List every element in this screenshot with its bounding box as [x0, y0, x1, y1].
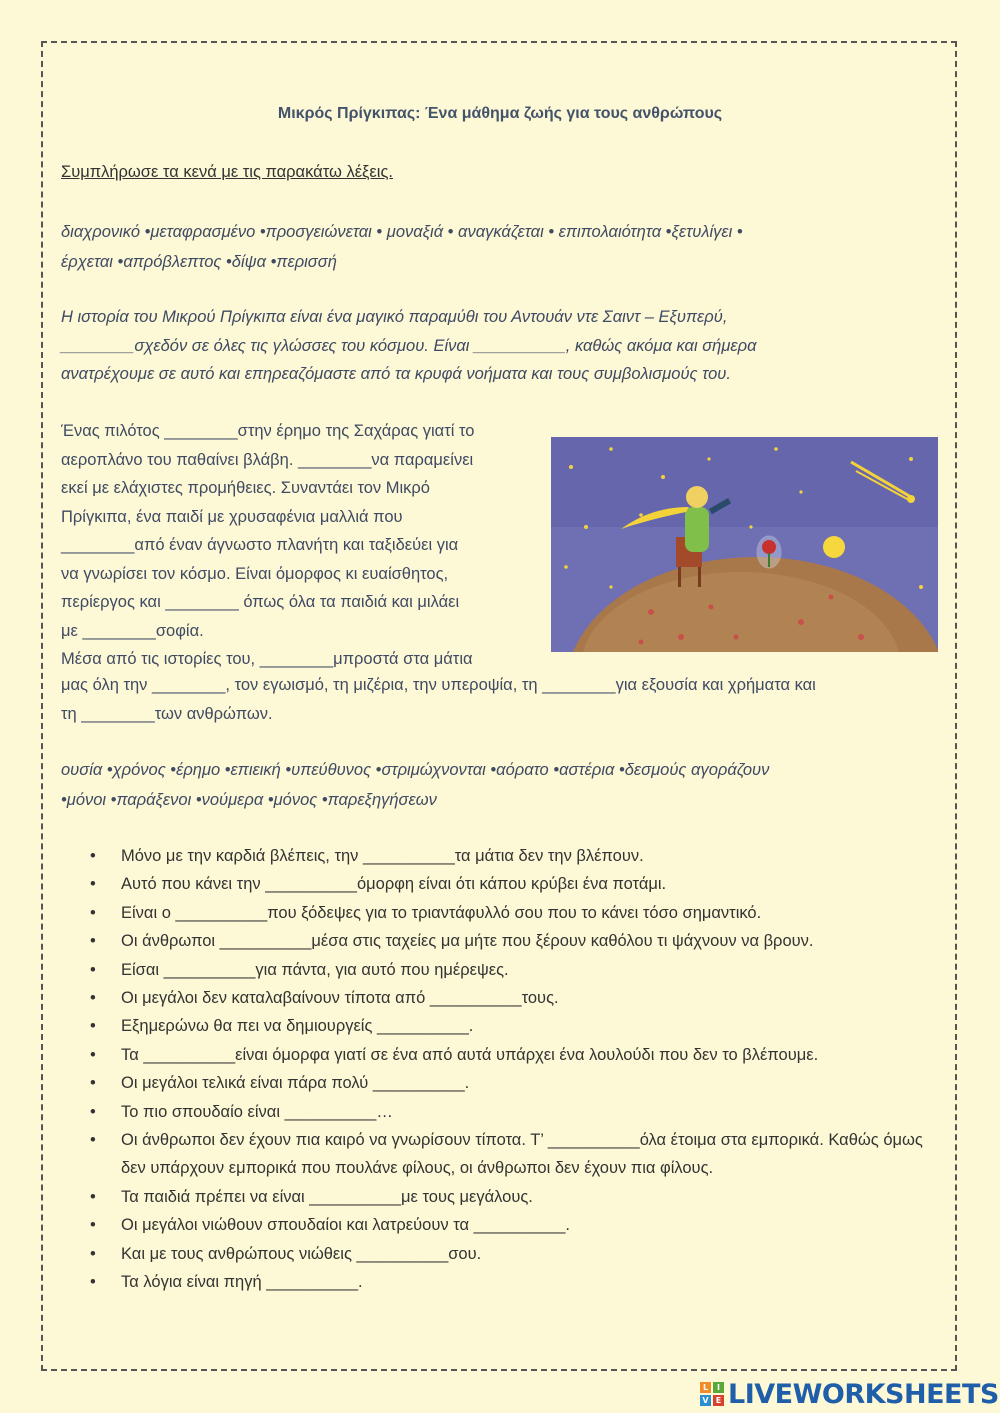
liveworksheets-logo[interactable]	[700, 1378, 999, 1410]
instruction-text: Συμπλήρωσε τα κενά με τις παρακάτω λέξεις.	[61, 163, 393, 181]
list-item: • Είναι ο __________που ξόδεψες για το τριαντάφυλλό σου που το κάνει τόσο σημαντικό.	[90, 899, 950, 927]
paragraph-line: αεροπλάνο του παθαίνει βλάβη. ________να παραμείνει	[61, 450, 474, 469]
word-bank-1-line: έρχεται •απρόβλεπτος •δίψα •περισσή	[61, 253, 337, 271]
paragraph-line: να γνωρίσει τον κόσμο. Είναι όμορφος κι ευαίσθητος,	[61, 564, 449, 583]
logo-badge-letter: I	[713, 1382, 724, 1393]
paragraph-line: Μέσα από τις ιστορίες του, ________μπροστά στα μάτια	[61, 650, 473, 668]
paragraph-line: Πρίγκιπα, ένα παιδί με χρυσαφένια μαλλιά που	[61, 507, 403, 526]
word-bank-2-line: •μόνοι •παράξενοι •νούμερα •μόνος •παρεξηγήσεων	[61, 791, 437, 809]
list-item: • Μόνο με την καρδιά βλέπεις, την __________τα μάτια δεν την βλέπουν.	[90, 842, 950, 870]
word-bank-1-line: διαχρονικό •μεταφρασμένο •προσγειώνεται • μοναξιά • αναγκάζεται • επιπολαιότητα •ξετυλίγει •	[61, 223, 743, 241]
logo-badge-letter: E	[713, 1395, 724, 1406]
paragraph-line: περίεργος και ________ όπως όλα τα παιδιά και μιλάει	[61, 593, 460, 611]
word-bank-1	[61, 217, 941, 277]
list-item: • Τα παιδιά πρέπει να είναι __________με τους μεγάλους.	[90, 1183, 950, 1211]
logo-badge-icon	[700, 1382, 724, 1406]
paragraph-line: Ένας πιλότος ________στην έρημο της Σαχάρας γιατί το	[61, 422, 475, 440]
list-item: • Τα __________είναι όμορφα γιατί σε ένα από αυτά υπάρχει ένα λουλούδι που δεν το βλέπουμε.	[90, 1041, 950, 1069]
list-item: • Οι μεγάλοι τελικά είναι πάρα πολύ __________.	[90, 1069, 950, 1097]
little-prince-picture	[551, 437, 938, 652]
paragraph-line: ________σχεδόν σε όλες τις γλώσσες του κόσμου. Είναι __________, καθώς ακόμα και σήμερα	[61, 336, 757, 355]
list-item: • Οι άνθρωποι δεν έχουν πια καιρό να γνωρίσουν τίποτα. Τ’ __________όλα έτοιμα στα εμπορικά. Καθώς όμως δεν υπάρχουν εμπορικά που πουλάνε φίλους, οι άνθρωποι δεν έχουν πια φίλους.	[90, 1126, 950, 1183]
paragraph-line: ________από έναν άγνωστο πλανήτη και ταξιδεύει για	[61, 536, 459, 554]
worksheet-title: Μικρός Πρίγκιπας: Ένα μάθημα ζωής για τους ανθρώπους	[277, 105, 723, 122]
story-paragraph-continued	[61, 671, 941, 728]
logo-badge-letter: V	[700, 1395, 711, 1406]
paragraph-line: μας όλη την ________, τον εγωισμό, τη μιζέρια, την υπεροψία, τη ________για εξουσία και χρήματα και	[61, 676, 816, 694]
list-item: • Το πιο σπουδαίο είναι __________…	[90, 1098, 950, 1126]
paragraph-line: Η ιστορία του Μικρού Πρίγκιπα είναι ένα μαγικό παραμύθι του Αντουάν ντε Σαιντ – Εξυπερύ,	[61, 308, 728, 326]
word-bank-2	[61, 755, 941, 815]
quote-list	[90, 842, 950, 1297]
little-prince-illustration	[551, 437, 938, 652]
paragraph-line: εκεί με ελάχιστες προμήθειες. Συναντάει τον Μικρό	[61, 479, 430, 497]
paragraph-line: τη ________των ανθρώπων.	[61, 704, 273, 723]
list-item: • Αυτό που κάνει την __________όμορφη είναι ότι κάπου κρύβει ένα ποτάμι.	[90, 870, 950, 898]
list-item: • Εξημερώνω θα πει να δημιουργείς __________.	[90, 1012, 950, 1040]
intro-paragraph	[61, 303, 941, 389]
list-item: • Οι μεγάλοι δεν καταλαβαίνουν τίποτα από __________τους.	[90, 984, 950, 1012]
word-bank-2-line: ουσία •χρόνος •έρημο •επιεική •υπεύθυνος •στριμώχνονται •αόρατο •αστέρια •δεσμούς αγοράζουν	[61, 761, 770, 779]
list-item: • Οι άνθρωποι __________μέσα στις ταχείες μα μήτε που ξέρουν καθόλου τι ψάχνουν να βρουν.	[90, 927, 950, 955]
paragraph-line: ανατρέχουμε σε αυτό και επηρεαζόμαστε από τα κρυφά νοήματα και τους συμβολισμούς του.	[61, 365, 731, 383]
logo-text: LIVEWORKSHEETS	[728, 1378, 999, 1410]
logo-badge-letter: L	[700, 1382, 711, 1393]
list-item: • Τα λόγια είναι πηγή __________.	[90, 1268, 950, 1296]
list-item: • Είσαι __________για πάντα, για αυτό που ημέρεψες.	[90, 956, 950, 984]
paragraph-line: με ________σοφία.	[61, 621, 204, 640]
list-item: • Οι μεγάλοι νιώθουν σπουδαίοι και λατρεύουν τα __________.	[90, 1211, 950, 1239]
story-paragraph	[61, 417, 531, 674]
list-item: • Και με τους ανθρώπους νιώθεις __________σου.	[90, 1240, 950, 1268]
